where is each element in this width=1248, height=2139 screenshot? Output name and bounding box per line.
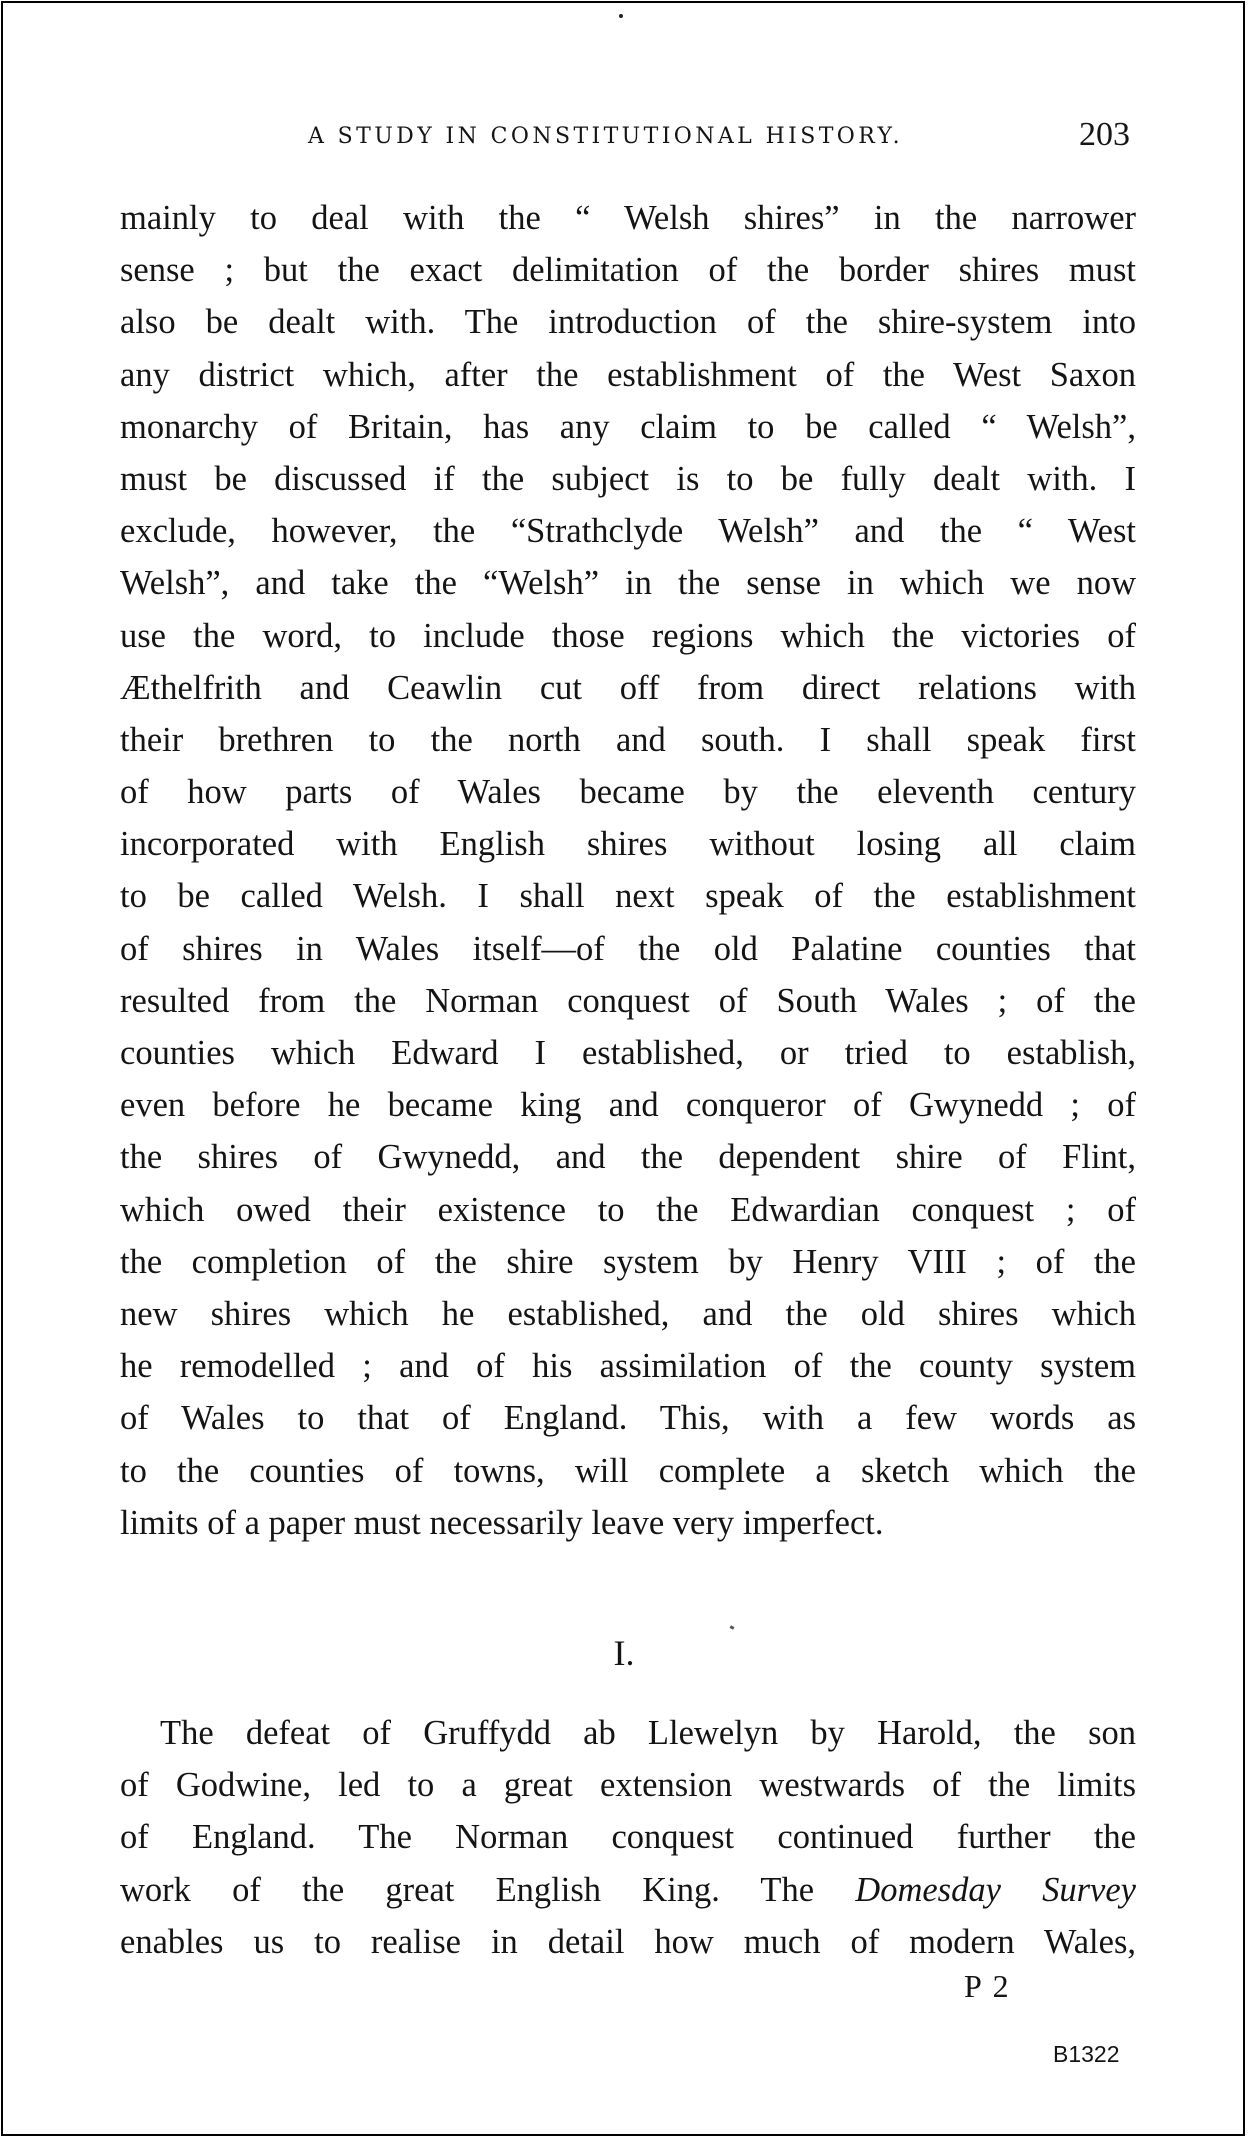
text-line: must be discussed if the subject is to be fully dealt with. I — [120, 459, 1136, 498]
text-line: the completion of the shire system by Henry VIII ; of the — [120, 1242, 1136, 1281]
section-heading: I. — [613, 1633, 635, 1673]
text-line: even before he became king and conqueror of Gwynedd ; of — [120, 1086, 1136, 1125]
text-line: of how parts of Wales became by the eleventh century — [120, 773, 1136, 812]
text-line: he remodelled ; and of his assimilation of the county system — [120, 1347, 1136, 1386]
text-line: counties which Edward I established, or tried to establish, — [120, 1034, 1136, 1072]
text-line: of England. The Norman conquest continued further the — [120, 1818, 1136, 1857]
text-line: monarchy of Britain, has any claim to be called “ Welsh”, — [120, 407, 1136, 446]
text-line: which owed their existence to the Edwardian conquest ; of — [120, 1190, 1136, 1229]
text-line: Welsh”, and take the “Welsh” in the sense in which we now — [120, 564, 1136, 603]
ink-speck — [619, 14, 623, 18]
text-line: enables us to realise in detail how much of modern Wales, — [120, 1922, 1136, 1961]
text-line: of Godwine, led to a great extension westwards of the limits — [120, 1766, 1136, 1805]
text-line: of Wales to that of England. This, with a few words as — [120, 1399, 1136, 1438]
text-line: The defeat of Gruffydd ab Llewelyn by Harold, the son — [160, 1714, 1136, 1752]
italic-title: Domesday Survey — [855, 1870, 1136, 1909]
text-line: resulted from the Norman conquest of South Wales ; of the — [120, 981, 1136, 1020]
text-line: new shires which he established, and the old shires which — [120, 1294, 1136, 1333]
text-line: exclude, however, the “Strathclyde Welsh” and the “ West — [120, 512, 1136, 551]
text-line: to the counties of towns, will complete a sketch which the — [120, 1451, 1136, 1490]
text-line — [120, 1864, 1136, 1916]
text-run: work of the great English King. The — [120, 1870, 856, 1909]
text-line: the shires of Gwynedd, and the dependent shire of Flint, — [120, 1138, 1136, 1177]
text-line: use the word, to include those regions which the victories of — [120, 616, 1136, 655]
catalog-id: B1322 — [1053, 2041, 1120, 2067]
intro-paragraph — [120, 192, 1136, 1549]
text-line: Æthelfrith and Ceawlin cut off from direct relations with — [120, 668, 1136, 707]
text-line: sense ; but the exact delimitation of the border shires must — [120, 251, 1136, 290]
text-line: also be dealt with. The introduction of the shire-system into — [120, 303, 1136, 342]
text-line: incorporated with English shires without losing all claim — [120, 825, 1136, 864]
text-line: mainly to deal with the “ Welsh shires” in the narrower — [120, 199, 1136, 237]
section-paragraph — [120, 1707, 1136, 1968]
text-line: any district which, after the establishment of the West Saxon — [120, 355, 1136, 394]
text-line: limits of a paper must necessarily leave very imperfect. — [120, 1503, 884, 1542]
signature-mark: P 2 — [964, 1968, 1011, 2004]
text-line: of shires in Wales itself—of the old Palatine counties that — [120, 929, 1136, 968]
text-line: to be called Welsh. I shall next speak of the establishment — [120, 877, 1136, 916]
running-head — [120, 118, 1130, 158]
running-title: A STUDY IN CONSTITUTIONAL HISTORY. — [308, 124, 903, 149]
page-number: 203 — [1079, 116, 1130, 153]
text-line: their brethren to the north and south. I shall speak first — [120, 720, 1136, 759]
